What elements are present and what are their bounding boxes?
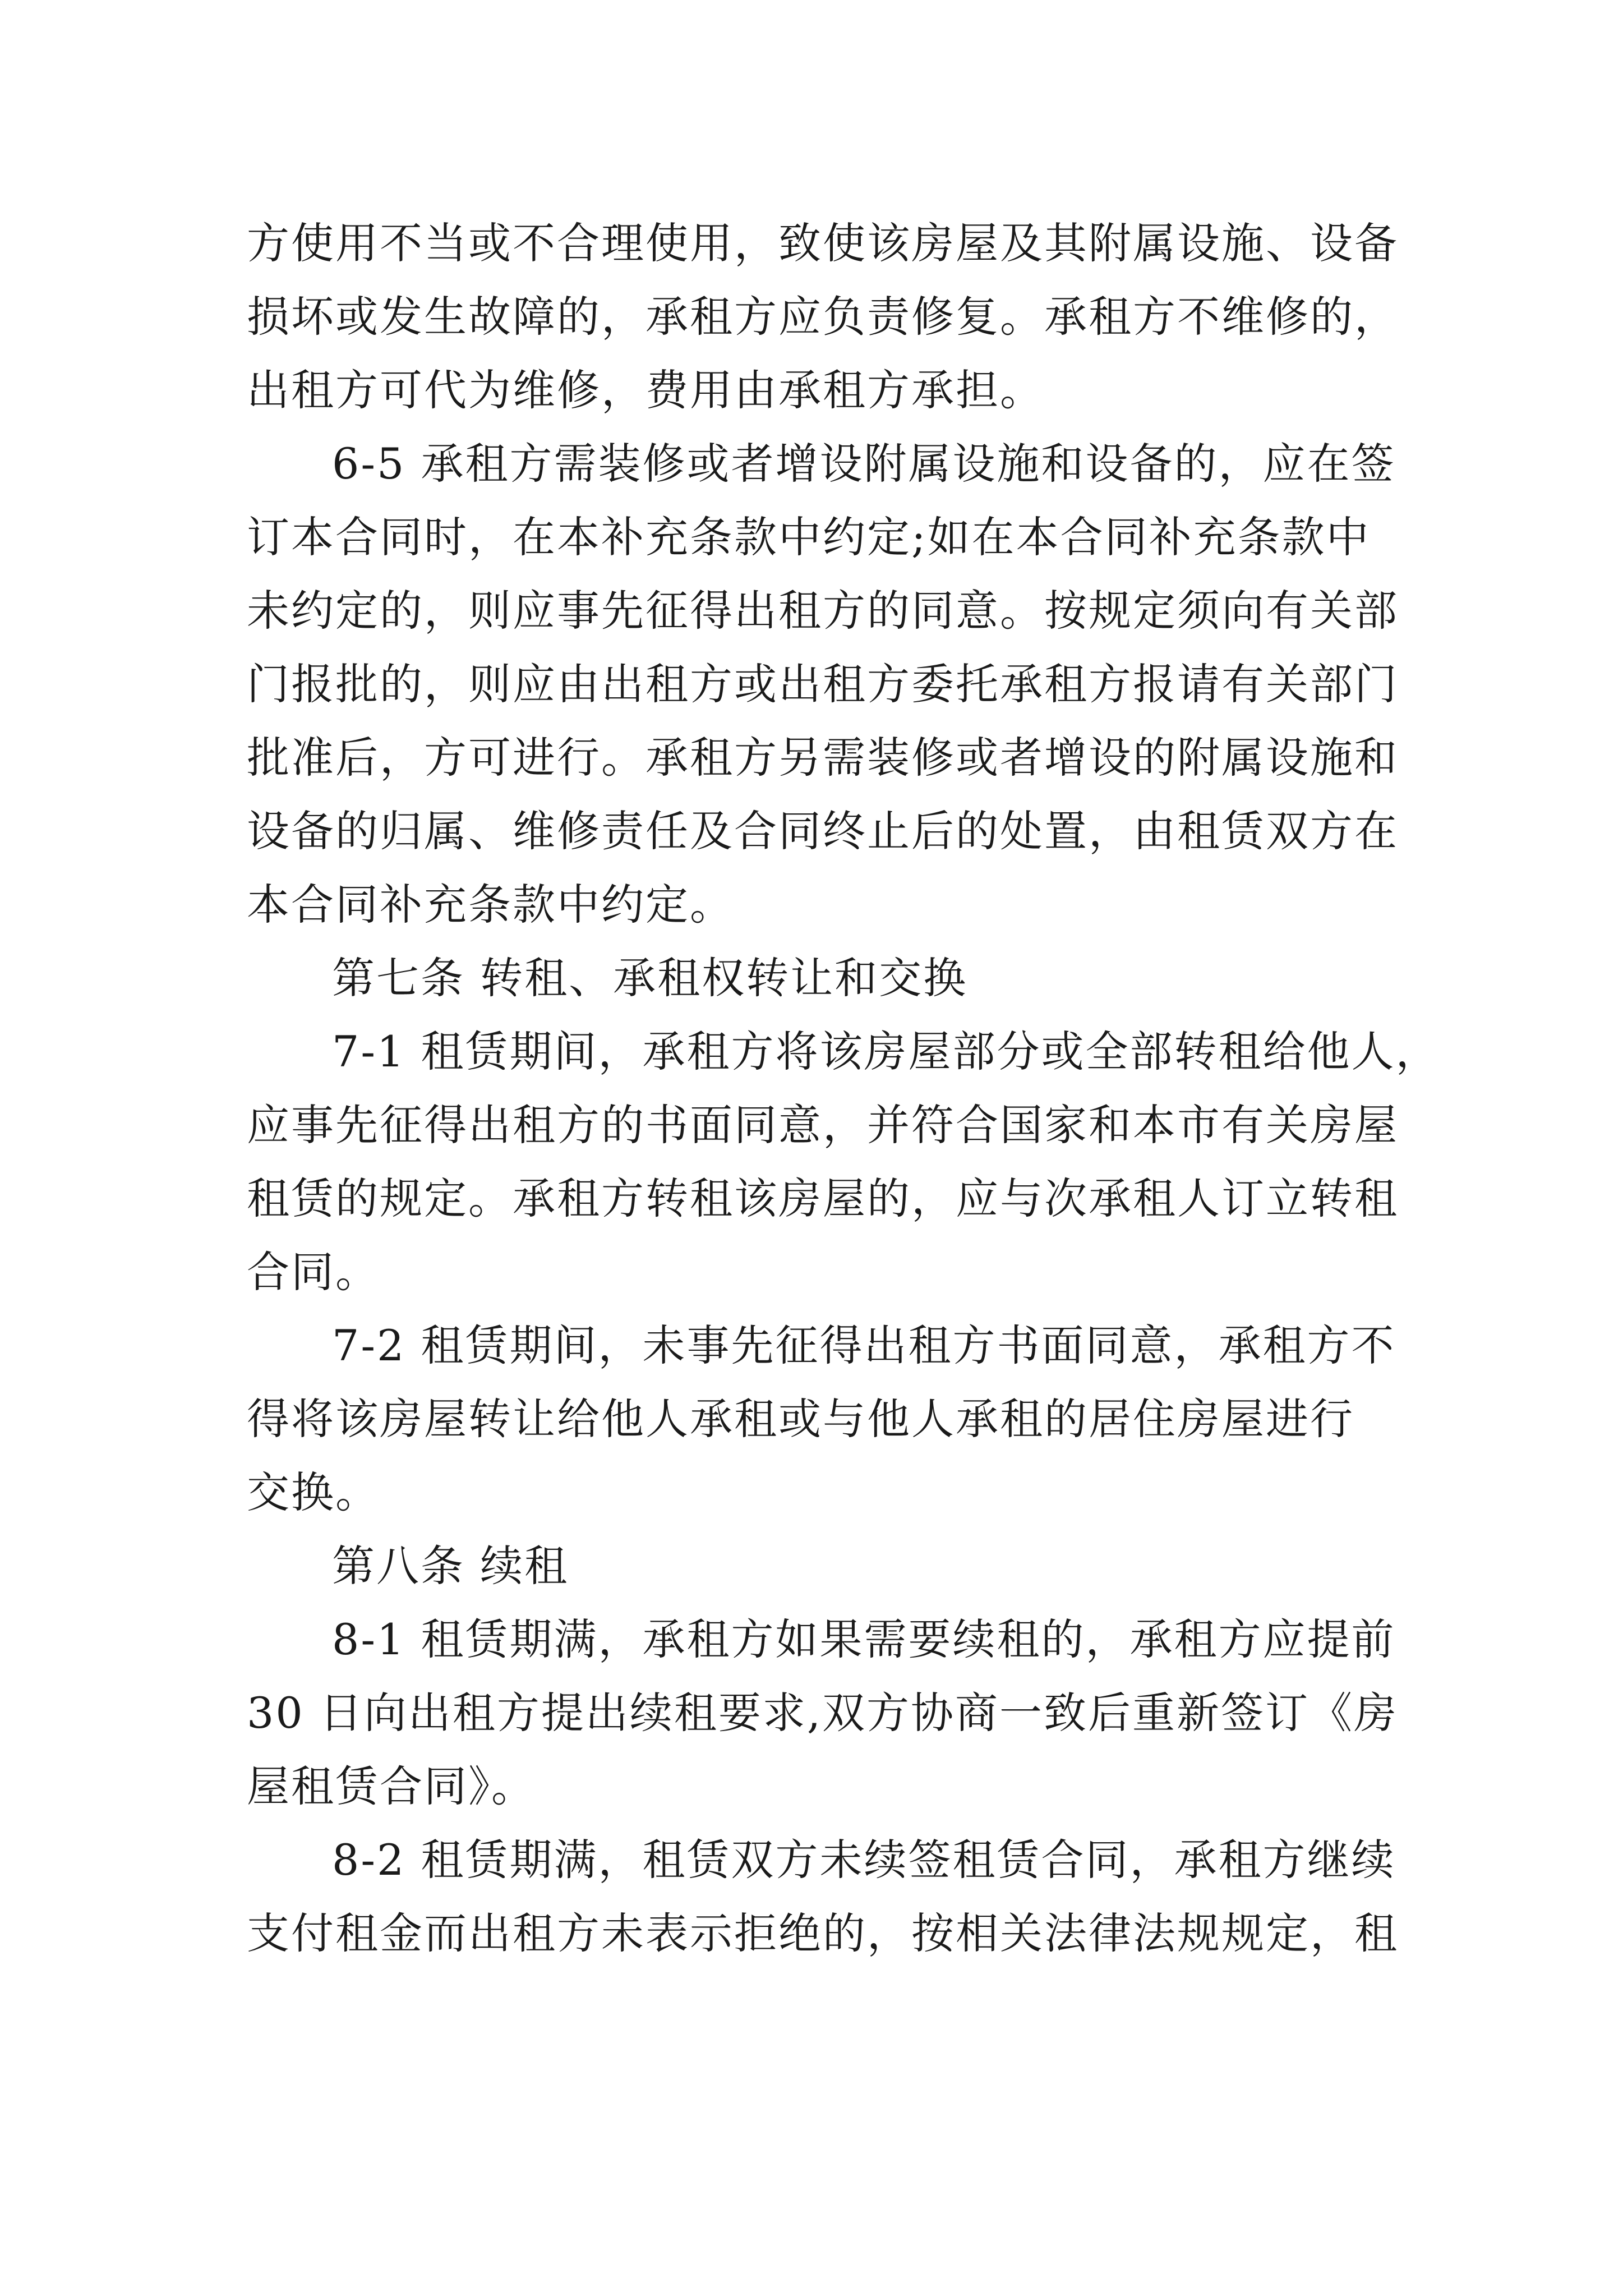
text-line: 应事先征得出租方的书面同意，并符合国家和本市有关房屋 (247, 1100, 1399, 1150)
text-line: 6-5 承租方需装修或者增设附属设施和设备的，应在签 (332, 439, 1396, 489)
text-line: 未约定的，则应事先征得出租方的同意。按规定须向有关部 (247, 586, 1399, 636)
text-line: 合同。 (247, 1247, 380, 1297)
text-line: 8-1 租赁期满，承租方如果需要续租的，承租方应提前 (332, 1614, 1396, 1664)
text-line: 损坏或发生故障的，承租方应负责修复。承租方不维修的， (247, 292, 1399, 342)
text-line: 第七条 转租、承租权转让和交换 (332, 953, 968, 1003)
text-line: 交换。 (247, 1467, 380, 1517)
text-line: 得将该房屋转让给他人承租或与他人承租的居住房屋进行 (247, 1394, 1354, 1444)
text-line: 订本合同时，在本补充条款中约定;如在本合同补充条款中 (247, 512, 1371, 562)
text-line: 8-2 租赁期满，租赁双方未续签租赁合同，承租方继续 (332, 1835, 1396, 1885)
text-line: 7-1 租赁期间，承租方将该房屋部分或全部转租给他人， (332, 1027, 1440, 1076)
text-line: 租赁的规定。承租方转租该房屋的，应与次承租人订立转租 (247, 1174, 1399, 1223)
text-line: 屋租赁合同》。 (247, 1761, 536, 1811)
text-line: 第八条 续租 (332, 1541, 569, 1591)
text-line: 30 日向出租方提出续租要求,双方协商一致后重新签订《房 (247, 1688, 1399, 1738)
text-line: 7-2 租赁期间，未事先征得出租方书面同意，承租方不 (332, 1320, 1396, 1370)
text-line: 设备的归属、维修责任及合同终止后的处置，由租赁双方在 (247, 806, 1399, 856)
text-line: 方使用不当或不合理使用，致使该房屋及其附属设施、设备 (247, 218, 1399, 268)
contract-body-text (247, 206, 1440, 1970)
text-line: 门报批的，则应由出租方或出租方委托承租方报请有关部门 (247, 659, 1399, 709)
text-line: 出租方可代为维修，费用由承租方承担。 (247, 365, 1044, 415)
text-line: 批准后，方可进行。承租方另需装修或者增设的附属设施和 (247, 733, 1399, 783)
text-line: 支付租金而出租方未表示拒绝的，按相关法律法规规定，租 (247, 1908, 1399, 1958)
text-line: 本合同补充条款中约定。 (247, 880, 734, 930)
